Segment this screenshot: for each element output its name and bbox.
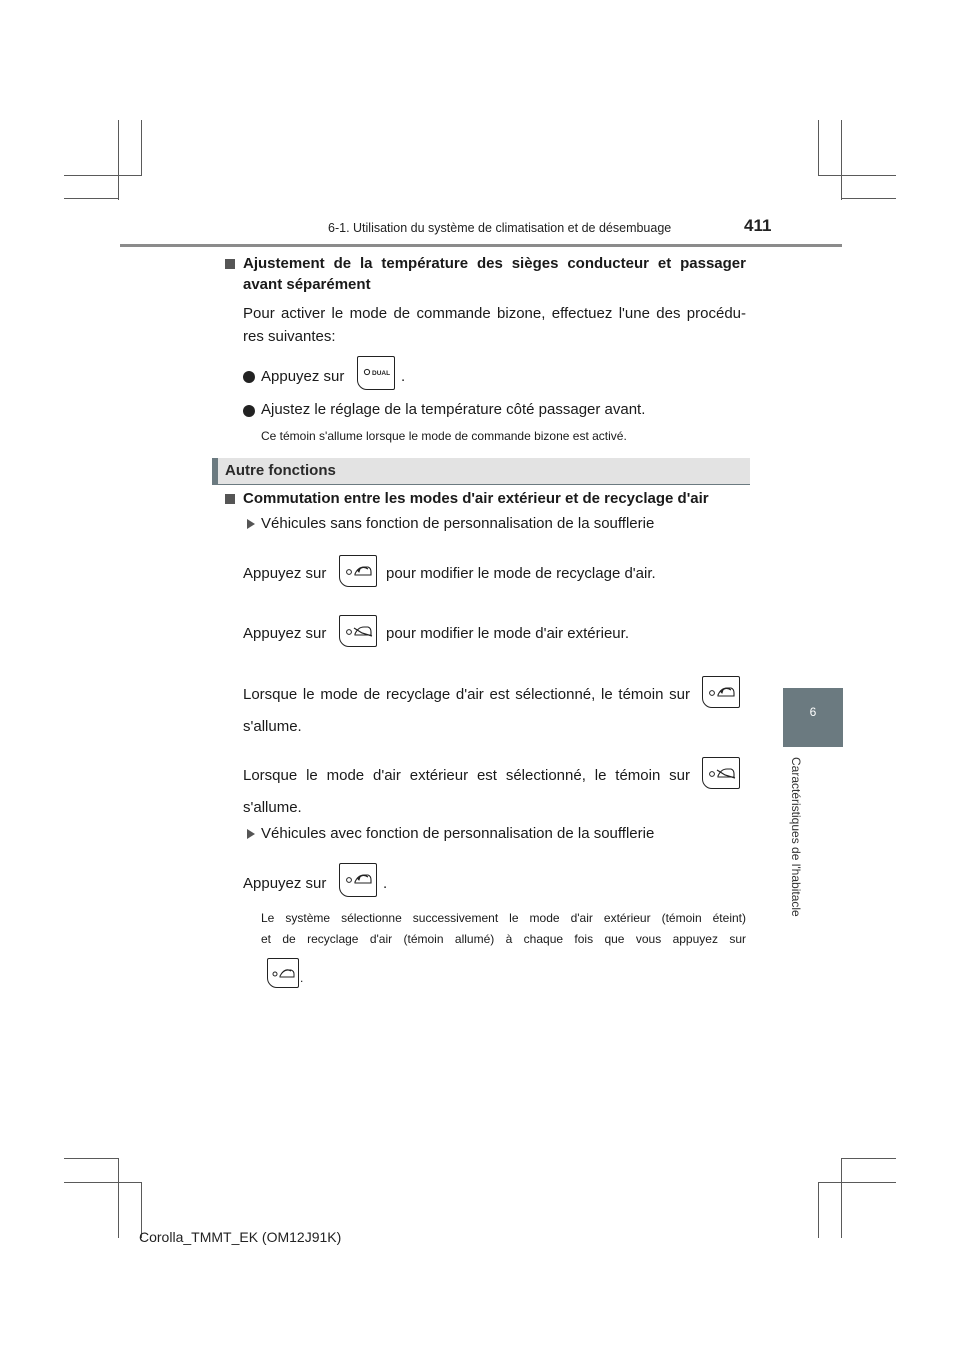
- triangle-bullet-icon: [247, 519, 255, 529]
- crop-mark: [64, 1158, 119, 1159]
- press-outside-text: Appuyez sur: [243, 625, 327, 642]
- recirculation-car-icon: [340, 556, 376, 586]
- heading-bizone: Ajustement de la température des sièges conducteur et passager: [243, 255, 746, 272]
- crop-mark: [841, 1158, 842, 1238]
- bullet-dot-icon: [243, 405, 255, 417]
- square-bullet-icon: [225, 494, 235, 504]
- dual-indicator-icon: [358, 357, 394, 389]
- intro-text-cont: res suivantes:: [243, 328, 336, 345]
- recirculation-indicator-icon: [702, 676, 740, 708]
- heading-air-mode: Commutation entre les modes d'air extérieur et de recyclage d'air: [243, 490, 709, 507]
- air-intake-car-icon: [340, 864, 376, 896]
- chapter-title: [788, 757, 804, 927]
- outside-air-car-icon: [703, 758, 739, 788]
- air-intake-button-icon: [339, 863, 377, 897]
- chapter-title-text: Caractéristiques de l'habitacle: [789, 757, 803, 917]
- bullet-press-dual-end: .: [401, 368, 406, 385]
- crop-mark: [841, 1158, 896, 1159]
- crop-mark: [118, 1158, 119, 1238]
- note-toggle-text-cont: et de recyclage d'air (témoin allumé) à chaque fois que vous appuyez sur: [261, 932, 746, 946]
- note-toggle-text: Le système sélectionne successivement le mode d'air extérieur (témoin éteint): [261, 911, 746, 925]
- crop-mark: [818, 1182, 896, 1183]
- heading-bizone-cont: avant séparément: [243, 276, 371, 293]
- crop-mark: [841, 198, 896, 199]
- intro-text: Pour activer le mode de commande bizone, effectuez l'une des procédu-: [243, 305, 746, 322]
- crop-mark: [64, 1182, 142, 1183]
- press-toggle-text: Appuyez sur: [243, 875, 327, 892]
- page-number: 411: [744, 216, 772, 235]
- header-rule: [120, 244, 842, 247]
- air-intake-small-icon: [267, 958, 299, 988]
- section-header-accent: [212, 458, 218, 484]
- air-intake-car-icon: [268, 959, 298, 987]
- press-outside-suffix: pour modifier le mode d'air extérieur.: [386, 625, 629, 642]
- press-recirc-text: Appuyez sur: [243, 565, 327, 582]
- crop-mark: [818, 175, 896, 176]
- crop-mark: [841, 120, 842, 200]
- note-bizone: Ce témoin s'allume lorsque le mode de commande bizone est activé.: [261, 429, 627, 443]
- bullet-dot-icon: [243, 371, 255, 383]
- subheading-with-customization: Véhicules avec fonction de personnalisation de la soufflerie: [261, 825, 655, 842]
- outside-air-button-icon: [339, 615, 377, 647]
- outside-air-car-icon: [340, 616, 376, 646]
- crop-mark: [64, 175, 142, 176]
- subheading-without-customization: Véhicules sans fonction de personnalisation de la soufflerie: [261, 515, 655, 532]
- note-toggle-end: .: [300, 971, 304, 985]
- crop-mark: [818, 120, 819, 175]
- outside-selected-text: Lorsque le mode d'air extérieur est sélectionné, le témoin sur: [243, 767, 690, 784]
- square-bullet-icon: [225, 259, 235, 269]
- recirc-selected-cont: s'allume.: [243, 718, 302, 735]
- section-underline: [212, 484, 750, 485]
- crop-mark: [141, 120, 142, 175]
- outside-selected-cont: s'allume.: [243, 799, 302, 816]
- bullet-adjust-temp: Ajustez le réglage de la température côté passager avant.: [261, 401, 646, 418]
- header-section-title: 6-1. Utilisation du système de climatisation et de désembuage: [328, 221, 672, 235]
- outside-air-indicator-icon: [702, 757, 740, 789]
- recirculation-car-icon: [703, 677, 739, 707]
- bullet-press-dual: Appuyez sur: [261, 368, 345, 385]
- crop-mark: [818, 1182, 819, 1238]
- dual-button-icon: [357, 356, 395, 390]
- section-title: Autre fonctions: [225, 462, 336, 479]
- dual-label: DUAL: [372, 370, 391, 377]
- press-toggle-suffix: .: [383, 875, 388, 892]
- chapter-number: 6: [809, 705, 817, 719]
- crop-mark: [64, 198, 119, 199]
- press-recirc-suffix: pour modifier le mode de recyclage d'air.: [386, 565, 656, 582]
- document-code: Corolla_TMMT_EK (OM12J91K): [139, 1229, 342, 1245]
- recirculation-button-icon: [339, 555, 377, 587]
- recirc-selected-text: Lorsque le mode de recyclage d'air est sélectionné, le témoin sur: [243, 686, 690, 703]
- triangle-bullet-icon: [247, 829, 255, 839]
- crop-mark: [118, 120, 119, 200]
